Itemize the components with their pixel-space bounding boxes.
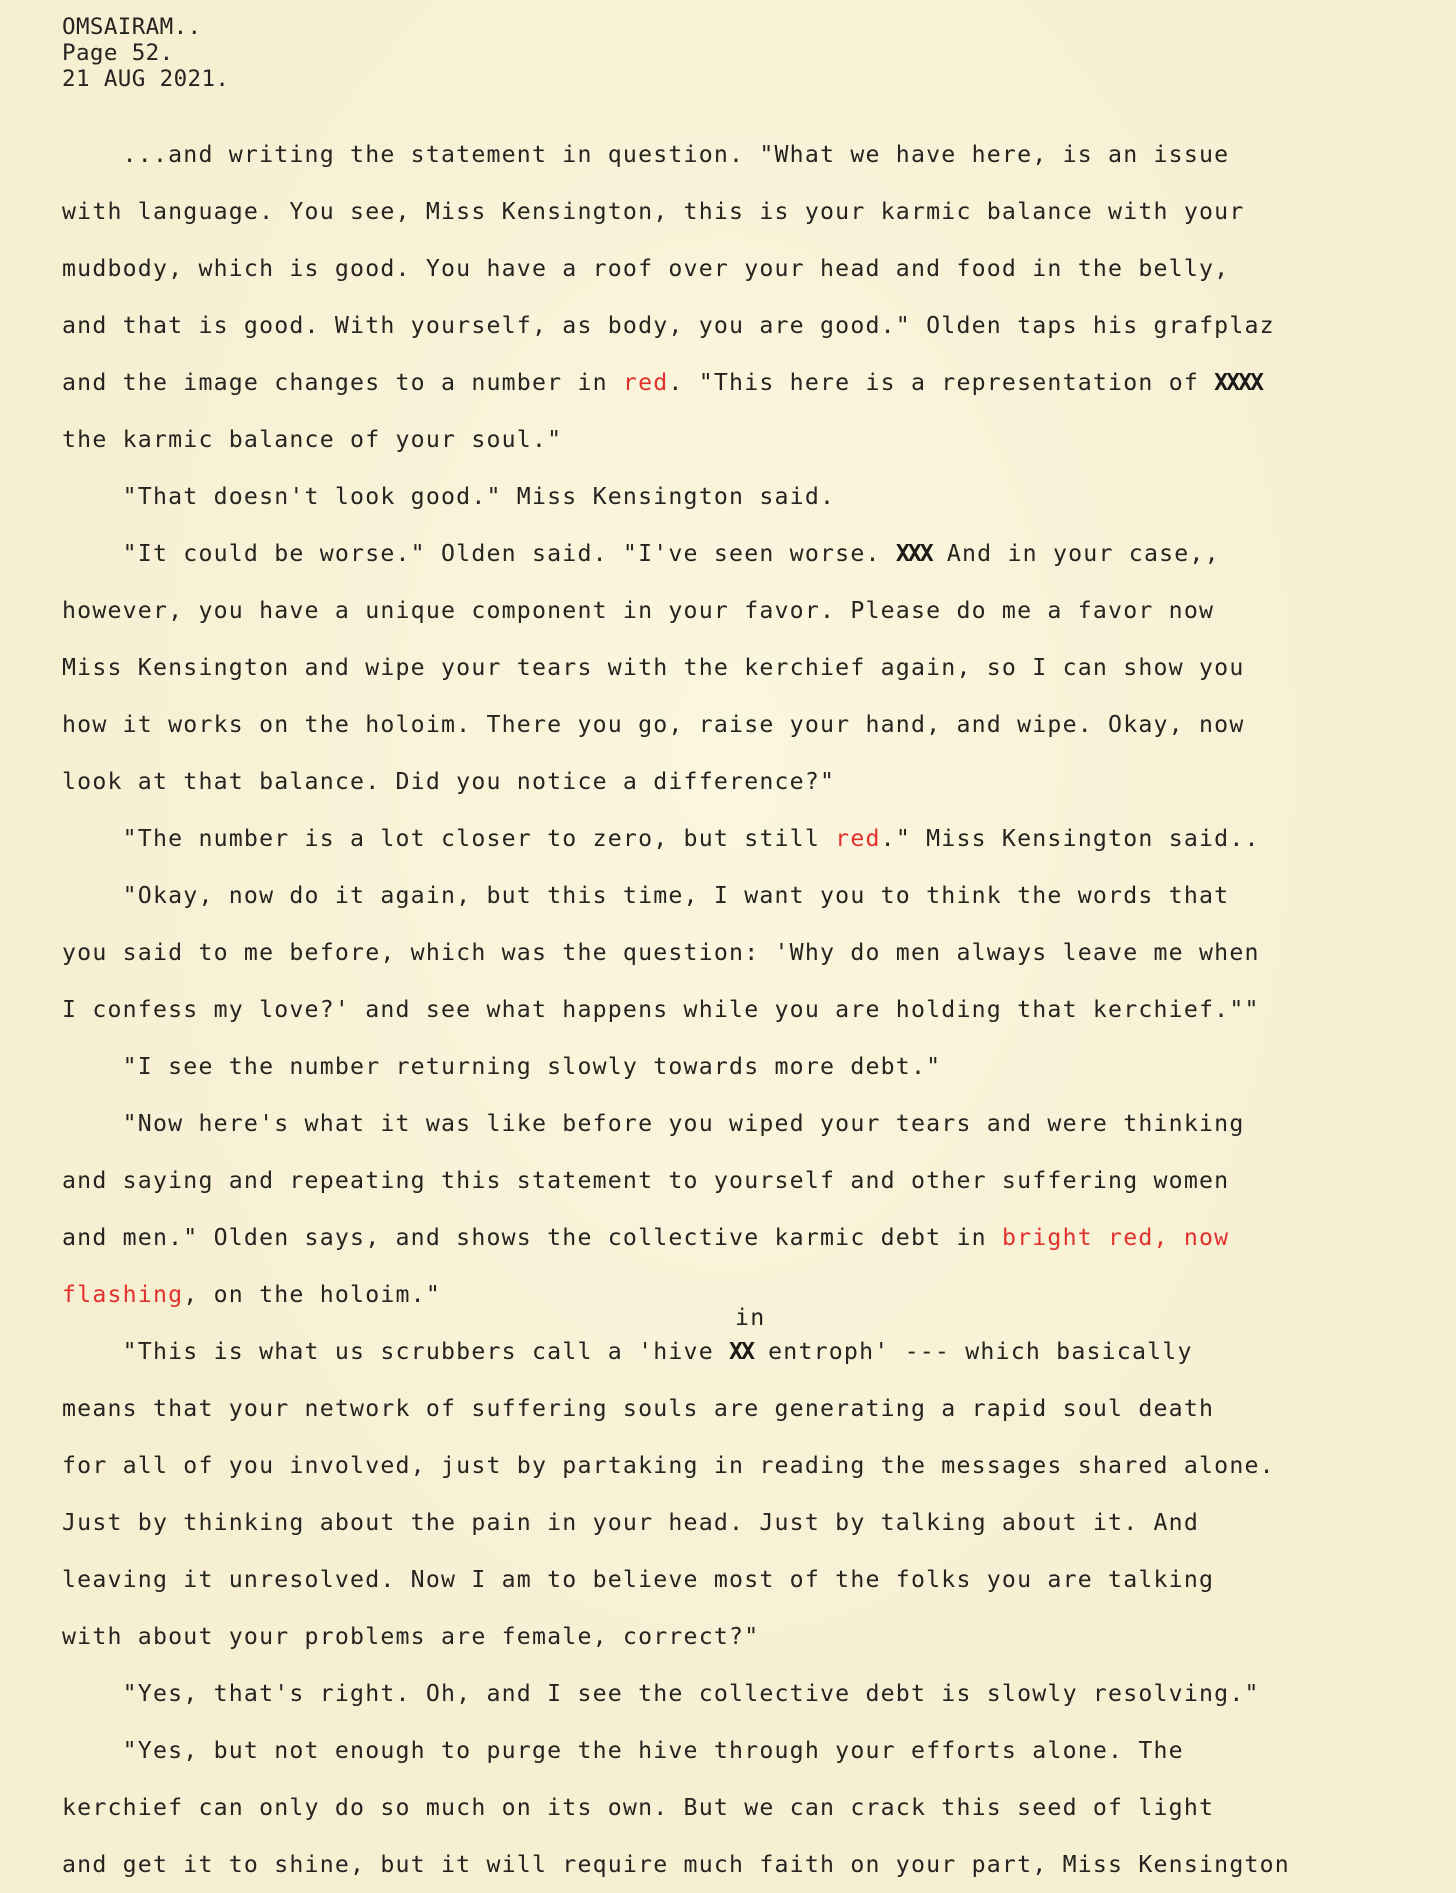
text-run: "This is what us scrubbers call a 'hive [62, 1338, 730, 1365]
text-line: "That doesn't look good." Miss Kensington said. [62, 483, 836, 510]
header-page-number: Page 52. [62, 40, 174, 66]
text-run: And in your case,, [931, 540, 1220, 567]
text-line: ...and writing the statement in question. "What we have here, is an issue [62, 141, 1230, 168]
text-line [62, 1304, 1426, 1380]
text-line: you said to me before, which was the question: 'Why do men always leave me when [62, 939, 1260, 966]
text-run: "It could be worse." Olden said. "I've seen worse. [62, 540, 896, 567]
text-line: Miss Kensington and wipe your tears with the kerchief again, so I can show you [62, 654, 1245, 681]
text-line: Just by thinking about the pain in your head. Just by talking about it. And [62, 1509, 1200, 1536]
text-line: "Yes, that's right. Oh, and I see the collective debt is slowly resolving." [62, 1680, 1260, 1707]
text-line: "Yes, but not enough to purge the hive through your efforts alone. The [62, 1737, 1184, 1764]
red-text-run: bright red, now [1001, 1224, 1230, 1251]
red-text-run: red [835, 825, 881, 852]
text-run: and men." Olden says, and shows the collective karmic debt in [62, 1224, 1002, 1251]
header-title: OMSAIRAM.. [62, 14, 202, 40]
manuscript-body [62, 126, 1426, 1893]
text-run: "The number is a lot closer to zero, but still [62, 825, 836, 852]
correction-insert [729, 1304, 766, 1365]
text-line: with language. You see, Miss Kensington, this is your karmic balance with your [62, 198, 1245, 225]
text-run: and the image changes to a number in [62, 369, 623, 396]
text-line: leaving it unresolved. Now I am to believe most of the folks you are talking [62, 1566, 1215, 1593]
text-line [62, 1209, 1426, 1266]
page-header [62, 14, 1426, 92]
text-line: and get it to shine, but it will require much faith on your part, Miss Kensington [62, 1851, 1290, 1878]
text-line [62, 354, 1426, 411]
text-line: "Okay, now do it again, but this time, I want you to think the words that [62, 882, 1230, 909]
text-run: entroph' --- which basically [752, 1338, 1193, 1365]
strikeout-mark: XX [729, 1338, 753, 1365]
text-line: for all of you involved, just by partaking in reading the messages shared alone. [62, 1452, 1275, 1479]
text-run: ." Miss Kensington said.. [880, 825, 1260, 852]
text-line: mudbody, which is good. You have a roof over your head and food in the belly, [62, 255, 1230, 282]
text-line: and saying and repeating this statement to yourself and other suffering women [62, 1167, 1230, 1194]
text-line: with about your problems are female, correct?" [62, 1623, 760, 1650]
text-line: how it works on the holoim. There you go, raise your hand, and wipe. Okay, now [62, 711, 1245, 738]
text-line: means that your network of suffering souls are generating a rapid soul death [62, 1395, 1215, 1422]
text-run: . "This here is a representation of [668, 369, 1215, 396]
text-line: and that is good. With yourself, as body, you are good." Olden taps his grafplaz [62, 312, 1275, 339]
text-line: I confess my love?' and see what happens while you are holding that kerchief."" [62, 996, 1260, 1023]
inserted-word: in [735, 1304, 766, 1331]
red-text-run: red [622, 369, 669, 396]
text-line: kerchief can only do so much on its own. But we can crack this seed of light [62, 1794, 1215, 1821]
text-line: look at that balance. Did you notice a difference?" [62, 768, 836, 795]
header-date: 21 AUG 2021. [62, 66, 230, 92]
text-line: "Now here's what it was like before you wiped your tears and were thinking [62, 1110, 1245, 1137]
text-line: "I see the number returning slowly towards more debt." [62, 1053, 942, 1080]
text-run: , on the holoim." [183, 1281, 442, 1308]
strikeout-mark: XXXX [1214, 369, 1263, 396]
text-line: the karmic balance of your soul." [62, 426, 563, 453]
text-line [62, 525, 1426, 582]
strikeout-mark: XXX [895, 540, 932, 567]
red-text-run: flashing [62, 1281, 184, 1308]
text-line: however, you have a unique component in your favor. Please do me a favor now [62, 597, 1215, 624]
text-line [62, 810, 1426, 867]
